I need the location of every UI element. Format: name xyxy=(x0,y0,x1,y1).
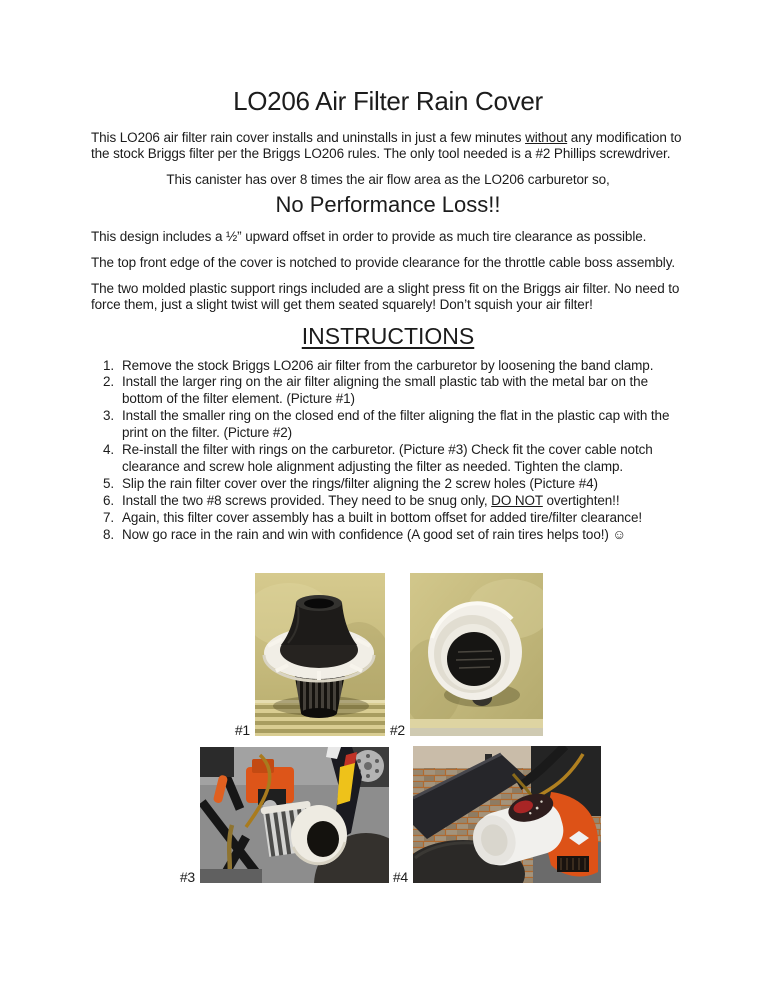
instruction-list xyxy=(91,358,685,544)
photo-4-image xyxy=(413,746,601,883)
list-item-8: 8. Now go race in the rain and win with confidence (A good set of rain tires helps too!) ☺ xyxy=(103,526,627,542)
list-item-7: 7. Again, this filter cover assembly has a built in bottom offset for added tire/filter clearance! xyxy=(103,509,643,525)
support-rings-paragraph: The two molded plastic support rings included are a slight press fit on the Briggs air filter. No need to force them, just a slight twist will get them seated squarely! Don’t squish your air filter! xyxy=(91,280,680,312)
design-offset-paragraph: This design includes a ½” upward offset in order to provide as much tire clearance as possible. xyxy=(91,229,647,245)
figure-label-4: #4 xyxy=(392,869,408,885)
instructions-heading: INSTRUCTIONS xyxy=(301,322,475,349)
list-item-2: 2. Install the larger ring on the air filter aligning the small plastic tab with the metal bar on the bottom of the filter element. (Picture #1) xyxy=(103,374,648,407)
photo-1-image xyxy=(255,573,385,736)
figure-photo-1 xyxy=(234,573,385,738)
notch-paragraph: The top front edge of the cover is notched to provide clearance for the throttle cable boss assembly. xyxy=(91,255,675,271)
intro-line-1: This LO206 air filter rain cover installs and uninstalls in just a few minutes without any modification to xyxy=(91,130,682,145)
underlined-word-without: without xyxy=(525,130,568,145)
underlined-do-not: DO NOT xyxy=(491,492,543,508)
figure-photo-3 xyxy=(179,747,389,885)
list-item-6: 6. Install the two #8 screws provided. They need to be snug only, DO NOT overtighten!! xyxy=(103,492,620,508)
no-performance-loss-heading: No Performance Loss!! xyxy=(275,192,501,218)
photo-2-image xyxy=(410,573,543,736)
list-item-3: 3. Install the smaller ring on the closed end of the filter aligning the flat in the plastic cap with the print on the filter. (Picture #2) xyxy=(103,408,670,441)
canister-statement: This canister has over 8 times the air flow area as the LO206 carburetor so, xyxy=(166,171,610,187)
photo-3-image xyxy=(200,747,389,883)
figure-label-2: #2 xyxy=(389,722,405,738)
document-body xyxy=(91,86,685,544)
figure-photo-4 xyxy=(392,746,601,885)
page-title: LO206 Air Filter Rain Cover xyxy=(233,86,543,116)
figure-label-3: #3 xyxy=(179,869,195,885)
list-item-1: 1. Remove the stock Briggs LO206 air filter from the carburetor by loosening the band clamp. xyxy=(103,357,654,373)
list-item-4: 4. Re-install the filter with rings on the carburetor. (Picture #3) Check fit the cover cable notch clearance and screw hole alignment adjusting the filter as needed. Tighten the clamp. xyxy=(103,442,653,475)
figure-photo-2 xyxy=(389,573,543,738)
intro-line-2: the stock Briggs filter per the Briggs LO206 rules. The only tool needed is a #2 Phillips screwdriver. xyxy=(91,145,671,161)
list-item-5: 5. Slip the rain filter cover over the rings/filter aligning the 2 screw holes (Picture #4) xyxy=(103,475,598,491)
figure-label-1: #1 xyxy=(234,722,250,738)
intro-paragraph xyxy=(91,130,685,162)
